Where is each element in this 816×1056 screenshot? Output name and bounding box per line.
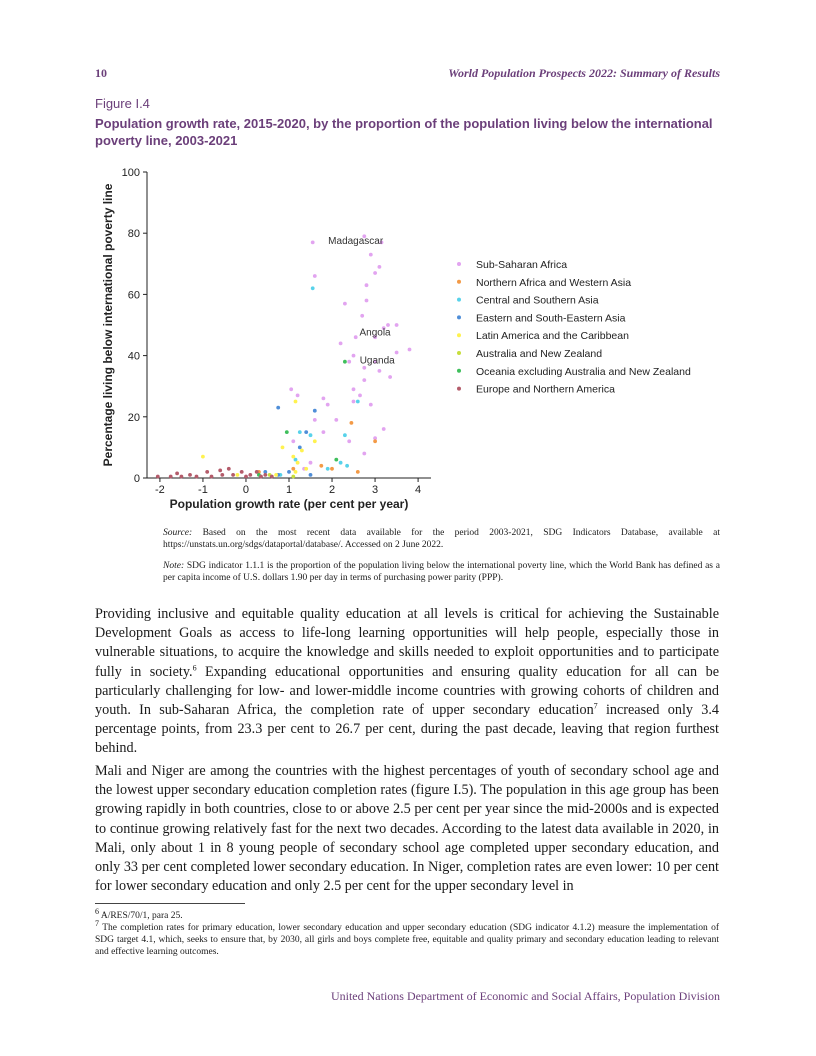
x-tick-label: -2 — [155, 484, 165, 496]
annotation-label: Uganda — [359, 355, 395, 367]
data-point — [169, 475, 173, 479]
data-point — [408, 348, 412, 352]
x-tick-label: 2 — [328, 484, 336, 496]
y-tick-label: 100 — [121, 167, 140, 179]
data-point — [188, 473, 192, 477]
legend-label: Northern Africa and Western Asia — [476, 276, 632, 289]
legend-label: Eastern and South-Eastern Asia — [476, 312, 626, 325]
data-point — [220, 473, 224, 477]
figure-label: Figure I.4 — [95, 96, 150, 111]
data-point — [352, 387, 356, 391]
x-tick-label: 4 — [415, 484, 422, 496]
data-point — [378, 369, 382, 373]
data-point — [298, 446, 302, 450]
data-point — [362, 366, 366, 370]
footnote-6 — [95, 906, 719, 922]
data-point — [175, 472, 179, 476]
data-point — [382, 427, 386, 431]
data-point — [304, 467, 308, 471]
data-point — [244, 475, 248, 479]
body-paragraph-1 — [95, 605, 719, 759]
para1-a: Providing inclusive and equitable quality education at all levels is critical for achieving the Sustainable Development Goals as access to life-long learning opportunities will help people, especially those in vulnerable situations, to acquire the knowledge and skills needed to exploit opportunities and to participate fully in society. — [95, 606, 719, 680]
data-point — [231, 473, 235, 477]
x-tick-label: 1 — [285, 484, 293, 496]
legend-marker — [457, 351, 461, 355]
data-point — [334, 458, 338, 462]
data-point — [291, 467, 295, 471]
data-point — [313, 274, 317, 278]
data-point — [356, 400, 360, 404]
y-axis-label: Percentage living below international poverty line — [101, 183, 115, 467]
figure-note — [163, 560, 720, 584]
data-point — [395, 323, 399, 327]
footnote-7-text: The completion rates for primary education, lower secondary education and upper secondary education (SDG indicator 4.1.2) measure the implementation of SDG target 4.1, which, seeks to ensure that, by 2030, all girls and boys complete free, equitable and quality primary and secondary education leading to relevant and effective learning outcomes. — [95, 923, 719, 957]
data-point — [356, 470, 360, 474]
body-paragraph-2: Mali and Niger are among the countries with the highest percentages of youth of secondary school age and the lowest upper secondary education completion rates (figure I.5). The population in this age group has been growing rapidly in both countries, close to or above 2.5 per cent per year since the mid-2000s and is expected to continue growing relatively fast for the next two decades. According to the latest data available in 2020, in Mali, only about 1 in 8 young people of secondary school age completed upper secondary education, and only 33 per cent completed lower secondary education. In Niger, completion rates are even lower: 10 per cent for lower secondary education and only 2.5 per cent for the upper secondary level in — [95, 763, 719, 895]
annotation-label: Madagascar — [328, 235, 384, 247]
data-point — [322, 430, 326, 434]
legend-marker — [457, 387, 461, 391]
footnote-6-text: A/RES/70/1, para 25. — [99, 911, 183, 921]
legend-label: Latin America and the Caribbean — [476, 330, 629, 343]
data-point — [362, 378, 366, 382]
running-title: World Population Prospects 2022: Summary of Results — [448, 66, 720, 80]
data-point — [339, 342, 343, 346]
footnote-7-number: 7 — [95, 918, 99, 928]
data-point — [180, 475, 184, 479]
data-point — [195, 475, 199, 479]
legend-marker — [457, 298, 461, 302]
data-point — [309, 461, 313, 465]
legend-label: Oceania excluding Australia and New Zealand — [476, 365, 691, 378]
legend-marker — [457, 369, 461, 373]
legend-marker — [457, 262, 461, 266]
legend-marker — [457, 280, 461, 284]
data-point — [311, 241, 315, 245]
y-tick-label: 80 — [127, 228, 140, 241]
data-point — [388, 375, 392, 379]
scatter-chart — [95, 160, 735, 520]
data-point — [311, 286, 315, 290]
data-point — [319, 464, 323, 468]
data-point — [156, 475, 160, 479]
data-point — [365, 299, 369, 303]
data-point — [218, 469, 222, 473]
data-point — [285, 430, 289, 434]
source-text: Based on the most recent data available for the period 2003-2021, SDG Indicators Database, available at https://unstats.un.org/sdgs/dataportal/database/. Accessed on 2 June 2022. — [163, 528, 720, 550]
legend-marker — [457, 333, 461, 337]
data-point — [294, 470, 298, 474]
x-tick-label: 3 — [371, 484, 379, 496]
note-label: Note: — [163, 561, 185, 571]
legend-label: Central and Southern Asia — [476, 294, 599, 307]
data-point — [373, 439, 377, 443]
data-point — [201, 455, 205, 459]
para1-b: Expanding educational opportunities and ensuring quality education for all can be particularly challenging for low- and lower-middle income countries with growing cohorts of children and youth. In sub-Saharan Africa, the completion rate of upper secondary education — [95, 663, 719, 719]
note-text: SDG indicator 1.1.1 is the proportion of the population living below the international poverty line, which the World Bank has defined as a per capita income of U.S. dollars 1.90 per day in terms of purchasing power parity (PPP). — [163, 561, 720, 583]
data-point — [339, 461, 343, 465]
data-point — [298, 430, 302, 434]
page-number: 10 — [95, 66, 107, 80]
data-point — [369, 403, 373, 407]
data-point — [274, 473, 278, 477]
data-point — [255, 470, 259, 474]
x-axis-label: Population growth rate (per cent per year) — [169, 497, 409, 511]
x-tick-label: 0 — [242, 484, 250, 496]
data-point — [291, 455, 295, 459]
data-point — [281, 446, 285, 450]
data-point — [322, 397, 326, 401]
data-point — [345, 464, 349, 468]
data-point — [326, 467, 330, 471]
data-point — [395, 351, 399, 355]
figure-title: Population growth rate, 2015-2020, by the proportion of the population living below the international poverty line, 2003-2021 — [95, 116, 713, 148]
data-point — [309, 433, 313, 437]
y-tick-label: 0 — [133, 473, 140, 485]
y-tick-label: 60 — [127, 289, 140, 302]
data-point — [365, 283, 369, 287]
data-point — [291, 475, 295, 479]
data-point — [296, 461, 300, 465]
data-point — [240, 470, 244, 474]
data-point — [304, 430, 308, 434]
data-point — [326, 403, 330, 407]
data-point — [300, 449, 304, 453]
data-point — [263, 473, 267, 477]
legend-label: Europe and Northern America — [476, 383, 615, 396]
data-point — [313, 439, 317, 443]
legend-marker — [457, 315, 461, 319]
data-point — [343, 360, 347, 364]
data-point — [313, 418, 317, 422]
footnote-ref-6[interactable]: 6 — [192, 662, 197, 672]
data-point — [347, 360, 351, 364]
source-label: Source: — [163, 528, 193, 538]
data-point — [248, 473, 252, 477]
data-point — [227, 467, 231, 471]
annotation-label: Angola — [359, 327, 391, 339]
data-point — [276, 406, 280, 410]
para1-c: increased only 3.4 percentage points, from 23.3 per cent to 26.7 per cent, during the past decade, leaving that region furthest behind. — [95, 702, 719, 757]
footnote-7 — [95, 918, 719, 958]
data-point — [287, 470, 291, 474]
data-point — [347, 439, 351, 443]
data-point — [362, 452, 366, 456]
data-point — [270, 475, 274, 479]
legend-label: Sub-Saharan Africa — [476, 259, 568, 271]
footnote-divider — [95, 903, 245, 904]
data-point — [350, 421, 354, 425]
data-point — [205, 470, 209, 474]
data-point — [259, 475, 263, 479]
data-point — [354, 335, 358, 339]
data-point — [352, 400, 356, 404]
figure-source — [163, 527, 720, 551]
data-point — [296, 394, 300, 398]
data-point — [236, 473, 240, 477]
data-point — [343, 302, 347, 306]
data-point — [386, 323, 390, 327]
data-point — [313, 409, 317, 413]
data-point — [309, 473, 313, 477]
data-point — [378, 265, 382, 269]
data-point — [373, 271, 377, 275]
legend-label: Australia and New Zealand — [476, 348, 603, 360]
x-tick-label: -1 — [198, 484, 208, 496]
data-point — [358, 394, 362, 398]
y-tick-label: 40 — [127, 350, 140, 363]
data-point — [360, 314, 364, 318]
data-point — [294, 400, 298, 404]
data-point — [289, 387, 293, 391]
footnote-6-number: 6 — [95, 906, 99, 916]
page-footer: United Nations Department of Economic and Social Affairs, Population Division — [330, 989, 720, 1003]
data-point — [343, 433, 347, 437]
data-point — [291, 439, 295, 443]
y-tick-label: 20 — [127, 411, 140, 424]
data-point — [352, 354, 356, 358]
data-point — [210, 475, 214, 479]
data-point — [334, 418, 338, 422]
footnote-ref-7[interactable]: 7 — [593, 701, 598, 711]
data-point — [369, 253, 373, 257]
data-point — [330, 467, 334, 471]
